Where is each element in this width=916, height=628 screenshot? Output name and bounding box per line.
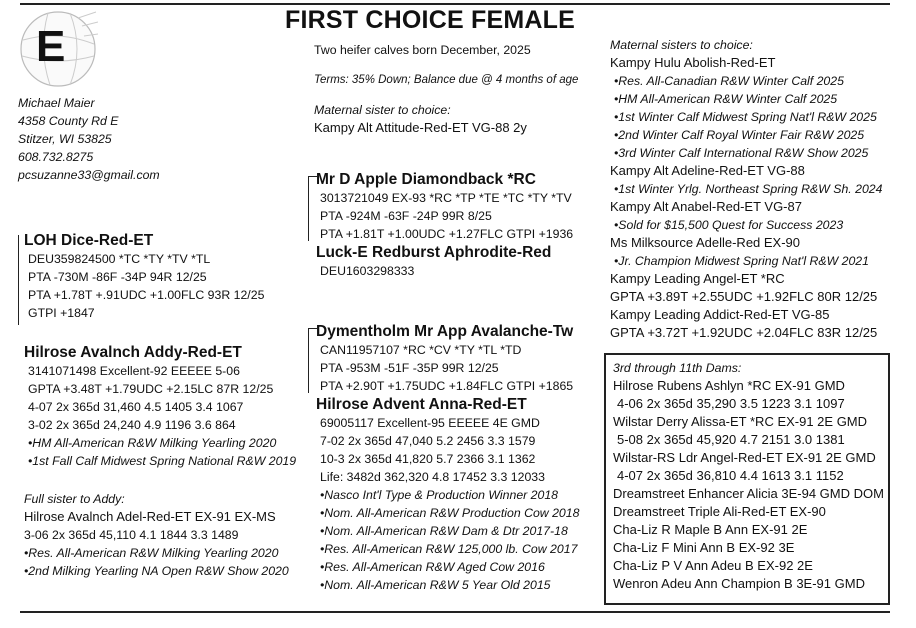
contact-name: Michael Maier [18,96,95,110]
sire-line: PTA +1.78T +.91UDC +1.00FLC 93R 12/25 [28,288,265,302]
sire-name: LOH Dice-Red-ET [24,232,154,249]
contact-street: 4358 County Rd E [18,114,119,128]
dam-award: •HM All-American R&W Milking Yearling 2020 [28,436,277,450]
maternal-sisters-list [610,54,882,342]
full-sister-record: 3-06 2x 365d 45,110 4.1 1844 3.3 1489 [24,528,239,542]
dams-box-heading: 3rd through 11th Dams: [613,361,742,375]
maternal-sister-name: Kampy Alt Attitude-Red-ET VG-88 2y [314,120,527,135]
offer-block [314,41,578,137]
sire-line: DEU359824500 *TC *TY *TV *TL [28,252,211,266]
dam-entry: Hilrose Rubens Ashlyn *RC EX-91 GMD [613,378,845,393]
mgs-name: Mr D Apple Diamondback *RC [316,171,536,188]
maternal-sister-award: •1st Winter Yrlg. Northeast Spring R&W Sh. 2024 [614,182,883,196]
contact-email: pcsuzanne33@gmail.com [18,168,160,182]
maternal-sisters-block [610,36,882,342]
full-sister-block [24,490,289,580]
mgs-line: PTA +1.81T +1.00UDC +1.27FLC GTPI +1936 [320,227,574,241]
pgd-line: 10-3 2x 365d 41,820 5.7 2366 3.1 1362 [320,452,536,466]
maternal-sister-entry: Ms Milksource Adelle-Red EX-90 [610,235,801,250]
dam-line: 3141071498 Excellent-92 EEEEE 5-06 [28,364,240,378]
maternal-sister-entry: Kampy Hulu Abolish-Red-ET [610,55,776,70]
maternal-sister-award: •2nd Winter Calf Royal Winter Fair R&W 2025 [614,128,865,142]
top-rule [20,3,890,5]
mgs-line: PTA -924M -63F -24P 99R 8/25 [320,209,492,223]
maternal-grandsire-block [316,170,573,280]
mgd-id: DEU1603298333 [320,264,415,278]
dam-block [24,343,296,470]
maternal-sister-heading: Maternal sister to choice: [314,103,451,117]
pgd-line: 69005117 Excellent-95 EEEEE 4E GMD [320,416,540,430]
page-title: FIRST CHOICE FEMALE [285,6,575,34]
pgs-line: CAN11957107 *RC *CV *TY *TL *TD [320,343,522,357]
full-sister-heading: Full sister to Addy: [24,492,125,506]
mgd-name: Luck-E Redburst Aphrodite-Red [316,244,552,261]
basketball-logo [18,10,98,88]
dams-box-content [613,359,884,593]
full-sister-award: •Res. All-American R&W Milking Yearling 2020 [24,546,279,560]
contact-city: Stitzer, WI 53825 [18,132,112,146]
dam-entry: Wilstar Derry Alissa-ET *RC EX-91 2E GMD [613,414,868,429]
maternal-sister-award: •Res. All-Canadian R&W Winter Calf 2025 [614,74,844,88]
full-sister-name: Hilrose Avalnch Adel-Red-ET EX-91 EX-MS [24,509,276,524]
pgd-award: •Nom. All-American R&W 5 Year Old 2015 [320,578,551,592]
dam-entry: Wilstar-RS Ldr Angel-Red-ET EX-91 2E GMD [613,450,876,465]
dam-line: 3-02 2x 365d 24,240 4.9 1196 3.6 864 [28,418,236,432]
pgs-name: Dymentholm Mr App Avalanche-Tw [316,323,574,340]
pgd-award: •Nom. All-American R&W Production Cow 2018 [320,506,580,520]
dam-entry: Dreamstreet Triple Ali-Red-ET EX-90 [613,504,826,519]
logo-letter: E [36,22,66,71]
dam-entry: Cha-Liz P V Ann Adeu B EX-92 2E [613,558,813,573]
maternal-sister-award: •HM All-American R&W Winter Calf 2025 [614,92,838,106]
dam-entry: Cha-Liz R Maple B Ann EX-91 2E [613,522,808,537]
dam-line: GPTA +3.48T +1.79UDC +2.15LC 87R 12/25 [28,382,274,396]
pgd-line: Life: 3482d 362,320 4.8 17452 3.3 12033 [320,470,545,484]
maternal-sister-award: •Jr. Champion Midwest Spring Nat'l R&W 2021 [614,254,869,268]
pgs-line: PTA +2.90T +1.75UDC +1.84FLC GTPI +1865 [320,379,574,393]
full-sister-award: •2nd Milking Yearling NA Open R&W Show 2020 [24,564,289,578]
bottom-rule [20,611,890,613]
dam-record: 4-06 2x 365d 35,290 3.5 1223 3.1 1097 [617,396,845,411]
maternal-sister-entry: Kampy Alt Adeline-Red-ET VG-88 [610,163,805,178]
dam-entry: Cha-Liz F Mini Ann B EX-92 3E [613,540,795,555]
pgd-name: Hilrose Advent Anna-Red-ET [316,396,527,413]
dam-award: •1st Fall Calf Midwest Spring National R&W 2019 [28,454,297,468]
maternal-sister-award: •1st Winter Calf Midwest Spring Nat'l R&W 2025 [614,110,877,124]
dam-entry: Dreamstreet Enhancer Alicia 3E-94 GMD DOM [613,486,884,501]
pgd-award: •Res. All-American R&W Aged Cow 2016 [320,560,545,574]
dam-name: Hilrose Avalnch Addy-Red-ET [24,344,242,361]
maternal-sister-award: •3rd Winter Calf International R&W Show 2025 [614,146,869,160]
mgs-line: 3013721049 EX-93 *RC *TP *TE *TC *TY *TV [320,191,572,205]
maternal-sister-entry: GPTA +3.72T +1.92UDC +2.04FLC 83R 12/25 [610,325,878,340]
pgd-line: 7-02 2x 365d 47,040 5.2 2456 3.3 1579 [320,434,536,448]
maternal-sisters-heading: Maternal sisters to choice: [610,38,753,52]
contact-phone: 608.732.8275 [18,150,94,164]
dam-record: 5-08 2x 365d 45,920 4.7 2151 3.0 1381 [617,432,845,447]
sire-line: PTA -730M -86F -34P 94R 12/25 [28,270,207,284]
paternal-grandsire-block [316,322,579,594]
pgd-award: •Res. All-American R&W 125,000 lb. Cow 2017 [320,542,578,556]
dams-list [613,377,884,593]
maternal-sister-entry: Kampy Leading Addict-Red-ET VG-85 [610,307,830,322]
maternal-sister-entry: GPTA +3.89T +2.55UDC +1.92FLC 80R 12/25 [610,289,878,304]
maternal-sister-entry: Kampy Leading Angel-ET *RC [610,271,785,286]
offer-terms: Terms: 35% Down; Balance due @ 4 months of age [314,74,579,86]
dam-line: 4-07 2x 365d 31,460 4.5 1405 3.4 1067 [28,400,244,414]
pgs-line: PTA -953M -51F -35P 99R 12/25 [320,361,499,375]
maternal-sister-entry: Kampy Alt Anabel-Red-ET VG-87 [610,199,802,214]
dam-record: 4-07 2x 365d 36,810 4.4 1613 3.1 1152 [617,468,844,483]
pgd-award: •Nom. All-American R&W Dam & Dtr 2017-18 [320,524,568,538]
sire-block [24,231,264,322]
dam-entry: Wenron Adeu Ann Champion B 3E-91 GMD [613,576,865,591]
maternal-sister-award: •Sold for $15,500 Quest for Success 2023 [614,218,844,232]
contact-block [18,94,160,184]
sire-line: GTPI +1847 [28,306,95,320]
offer-line: Two heifer calves born December, 2025 [314,43,531,57]
pgd-award: •Nasco Int'l Type & Production Winner 2018 [320,488,559,502]
